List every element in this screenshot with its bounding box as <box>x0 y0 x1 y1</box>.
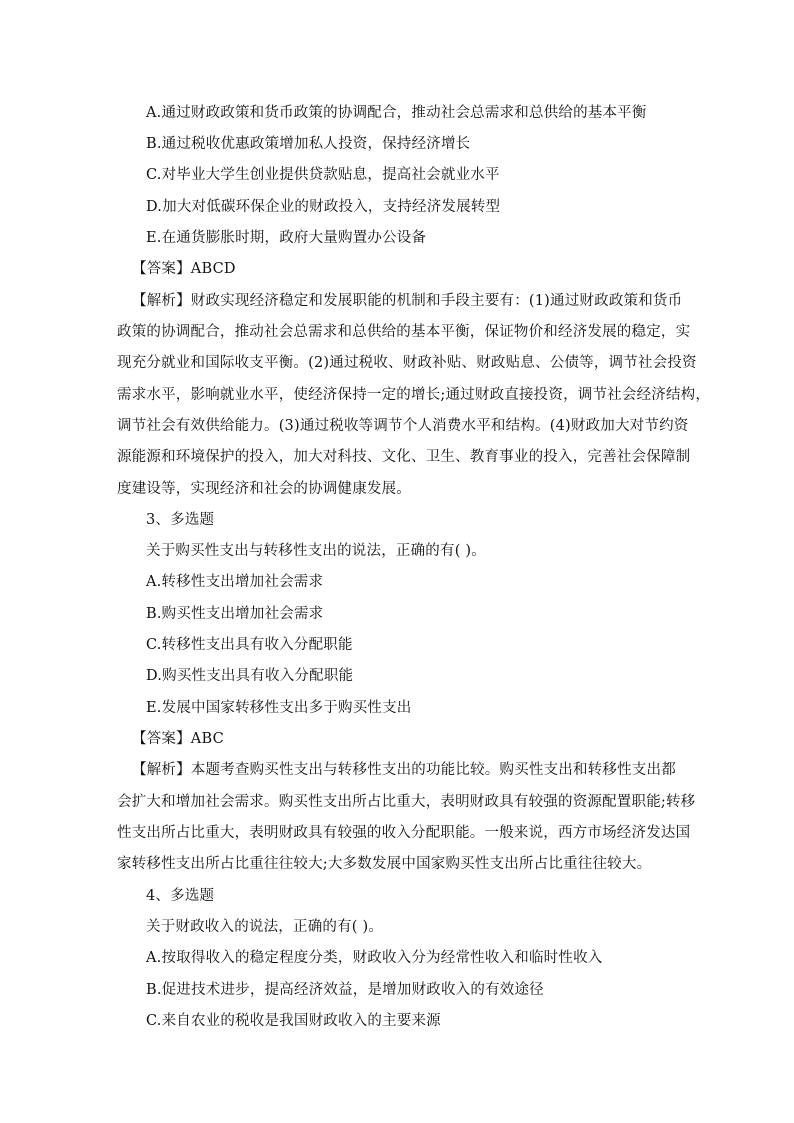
q3-option-b: B.购买性支出增加社会需求 <box>146 606 324 622</box>
q3-option-e: E.发展中国家转移性支出多于购买性支出 <box>146 700 412 716</box>
q4-stem: 关于财政收入的说法，正确的有( )。 <box>146 919 384 935</box>
q2-analysis-line: 政策的协调配合，推动社会总需求和总供给的基本平衡，保证物价和经济发展的稳定，实 <box>117 324 691 340</box>
q2-option-c: C.对毕业大学生创业提供贷款贴息，提高社会就业水平 <box>146 167 500 183</box>
q4-option-c: C.来自农业的税收是我国财政收入的主要来源 <box>146 1013 441 1029</box>
q4-option-a: A.按取得收入的稳定程度分类，财政收入分为经常性收入和临时性收入 <box>146 950 603 966</box>
q3-option-c: C.转移性支出具有收入分配职能 <box>146 637 353 653</box>
q2-analysis-line: 【解析】财政实现经济稳定和发展职能的机制和手段主要有：(1)通过财政政策和货币 <box>132 293 683 309</box>
q3-type: 3、多选题 <box>146 512 215 528</box>
q2-option-a: A.通过财政政策和货币政策的协调配合，推动社会总需求和总供给的基本平衡 <box>146 105 647 121</box>
q3-stem: 关于购买性支出与转移性支出的说法，正确的有( )。 <box>146 543 486 559</box>
q3-analysis-line: 家转移性支出所占比重往往较大;大多数发展中国家购买性支出所占比重往往较大。 <box>117 856 652 872</box>
q2-option-d: D.加大对低碳环保企业的财政投入，支持经济发展转型 <box>146 199 501 215</box>
q2-analysis-line: 源能源和环境保护的投入，加大对科技、文化、卫生、教育事业的投入，完善社会保障制 <box>117 449 691 465</box>
q3-option-d: D.购买性支出具有收入分配职能 <box>146 668 354 684</box>
q3-analysis-line: 性支出所占比重大，表明财政具有较强的收入分配职能。一般来说，西方市场经济发达国 <box>117 825 691 841</box>
q3-answer: 【答案】ABC <box>132 731 224 747</box>
q2-analysis-line: 现充分就业和国际收支平衡。(2)通过税收、财政补贴、财政贴息、公债等，调节社会投资 <box>117 355 697 371</box>
q2-option-e: E.在通货膨胀时期，政府大量购置办公设备 <box>146 230 427 246</box>
q2-answer: 【答案】ABCD <box>132 261 236 277</box>
q3-analysis-line: 会扩大和增加社会需求。购买性支出所占比重大，表明财政具有较强的资源配置职能;转移 <box>117 794 696 810</box>
q3-analysis-line: 【解析】本题考查购买性支出与转移性支出的功能比较。购买性支出和转移性支出都 <box>132 762 676 778</box>
q2-option-b: B.通过税收优惠政策增加私人投资，保持经济增长 <box>146 136 471 152</box>
q2-analysis-line: 需求水平，影响就业水平，使经济保持一定的增长;通过财政直接投资，调节社会经济结构， <box>117 387 711 403</box>
q4-type: 4、多选题 <box>146 888 215 904</box>
q3-option-a: A.转移性支出增加社会需求 <box>146 574 324 590</box>
q2-analysis-line: 调节社会有效供给能力。(3)通过税收等调节个人消费水平和结构。(4)财政加大对节约资 <box>117 418 689 434</box>
q4-option-b: B.促进技术进步，提高经济效益，是增加财政收入的有效途径 <box>146 982 544 998</box>
q2-analysis-line: 度建设等，实现经济和社会的协调健康发展。 <box>117 481 411 497</box>
